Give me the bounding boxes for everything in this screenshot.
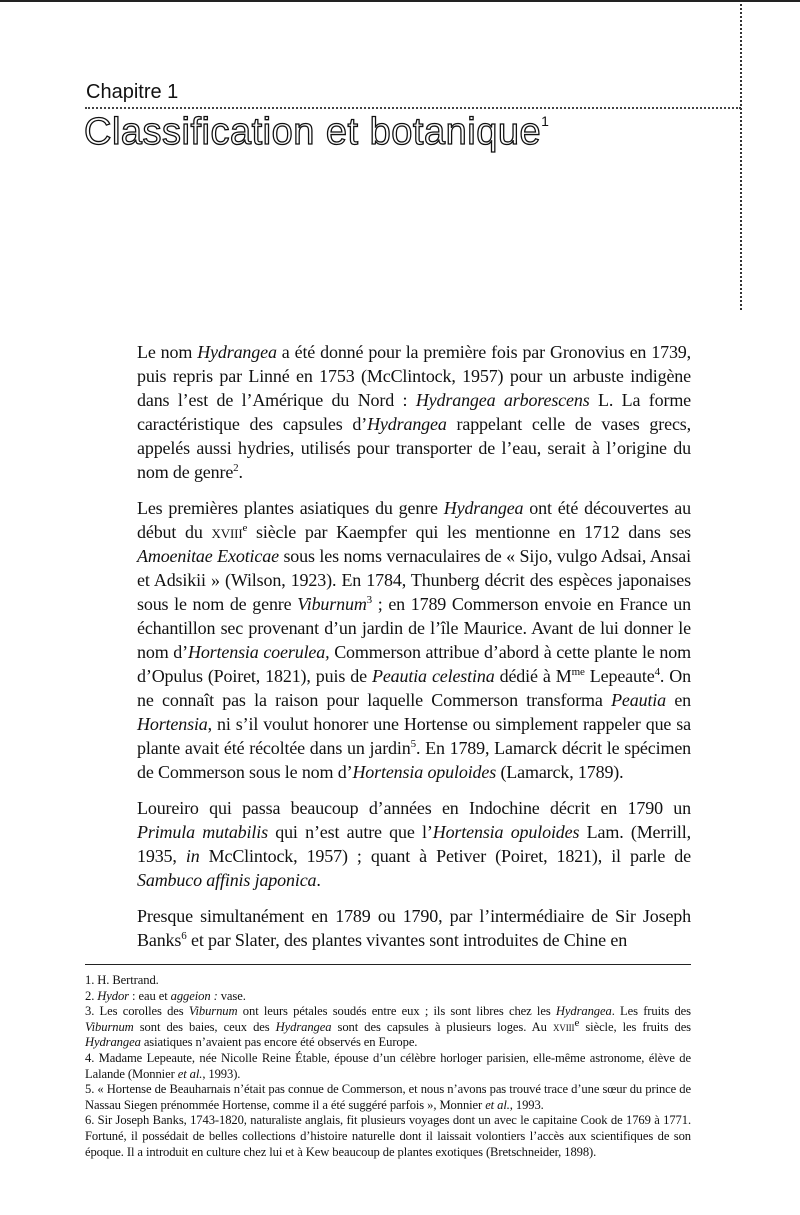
text-run: dédié à M xyxy=(494,666,572,686)
text-run: ; en 1789 Commerson envoie en France un échantillon sec provenant d’un jardin de l’île Maurice. Avant de lui donner le nom d’ xyxy=(137,594,691,662)
italic-text: Hortensia coerulea, xyxy=(187,642,330,662)
superscript: 3 xyxy=(366,594,373,606)
text-run: Loureiro qui passa beaucoup d’années en Indochine décrit en 1790 un xyxy=(137,798,691,818)
chapter-title-text: Classification et botanique xyxy=(84,111,542,153)
italic-text: Hydrangea xyxy=(555,1004,612,1019)
italic-text: Viburnum xyxy=(297,594,367,614)
superscript: 5 xyxy=(410,738,416,750)
italic-text: Hortensia xyxy=(137,714,208,734)
text-run: . En 1789, Lamarck décrit le spécimen de Commerson sous le nom d’ xyxy=(137,738,692,782)
italic-text: Peautia celestina xyxy=(371,666,495,686)
text-run: et par Slater, des plantes vivantes sont introduites de Chine en xyxy=(186,930,628,950)
text-run: sont des capsules à plusieurs loges. Au xyxy=(331,1019,553,1034)
text-run: rappelant celle de vases grecs, appelés aussi hydries, utilisés pour transporter de l’eau, serait à l’origine du nom de genre xyxy=(137,414,692,482)
text-run: sous les noms vernaculaires de « Sijo, vulgo Adsai, Ansai et Adsikii » (Wilson, 1923). En 1784, Thunberg décrit des espèces japonaises sous le nom de genre xyxy=(137,546,691,614)
text-run: 1. H. Bertrand. xyxy=(85,973,159,987)
text-run: 3. Les corolles des xyxy=(85,1004,189,1019)
text-run: Le nom xyxy=(137,342,198,362)
text-run: Lam. (Merrill, 1935, xyxy=(137,822,691,866)
italic-text: Hydrangea xyxy=(443,498,524,518)
paragraph xyxy=(137,340,691,484)
italic-text: Sambuco affinis japonica xyxy=(137,870,317,890)
superscript: e xyxy=(242,522,248,534)
italic-text: Viburnum xyxy=(85,1019,134,1034)
text-run: . xyxy=(316,870,321,890)
footnotes xyxy=(85,973,691,1160)
text-run: Commerson attribue d’abord à cette plante le nom d’Opulus (Poiret, 1821), puis de xyxy=(137,642,691,686)
italic-text: Hortensia opuloides xyxy=(432,822,580,842)
text-run: McClintock, 1957) ; quant à Petiver (Poiret, 1821), il parle de xyxy=(199,846,691,866)
text-run: siècle, les fruits des xyxy=(579,1019,691,1034)
italic-text: Hydrangea xyxy=(367,414,447,434)
footnote xyxy=(85,989,691,1005)
text-run: : eau et xyxy=(128,988,171,1003)
italic-text: Hydrangea xyxy=(85,1035,141,1050)
footnote xyxy=(85,1004,691,1051)
text-run: , ni s’il voulut honorer une Hortense ou simplement rappeler que sa plante avait été récoltée dans un jardin xyxy=(137,714,691,758)
footnote xyxy=(85,1051,691,1082)
text-run: Presque simultanément en 1789 ou 1790, par l’intermédiaire de Sir Joseph Banks xyxy=(137,906,691,950)
footnote xyxy=(85,1113,691,1160)
chapter-title xyxy=(84,110,549,154)
text-run: , 1993). xyxy=(202,1066,241,1081)
text-run: . Les fruits des xyxy=(611,1004,691,1019)
superscript: 2 xyxy=(233,462,239,474)
italic-text: Hydor xyxy=(97,988,129,1003)
text-run: , 1993. xyxy=(509,1097,544,1112)
superscript: e xyxy=(574,1016,580,1029)
text-run: asiatiques n’avaient pas encore été observés en Europe. xyxy=(140,1035,418,1050)
paragraph xyxy=(137,496,691,784)
body-text xyxy=(137,340,691,952)
text-run: 6. Sir Joseph Banks, 1743-1820, naturaliste anglais, fit plusieurs voyages dont un avec le capitaine Cook de 1769 à 1771. Fortuné, il possédait de belles collections d’histoire naturelle dont il laissait volontiers l’accès aux scientifiques de son époque. Il a introduit en culture chez lui et à Kew beaucoup de plantes exotiques (Bretschneider, 1898). xyxy=(85,1113,691,1159)
text-run: L. La forme caractéristique des capsules d’ xyxy=(137,390,692,434)
italic-text: Amoenitae Exoticae xyxy=(137,546,279,566)
italic-text: Hortensia opuloides xyxy=(352,762,497,782)
text-run: xviii xyxy=(211,522,243,542)
italic-text: et al. xyxy=(485,1097,510,1112)
italic-text: in xyxy=(185,846,200,866)
text-run: . On ne connaît pas la raison pour laquelle Commerson transforma xyxy=(137,666,692,710)
footnote-rule xyxy=(85,964,691,965)
title-footnote-ref: 1 xyxy=(541,113,550,129)
text-run: en xyxy=(666,690,692,710)
text-run: ont leurs pétales soudés entre eux ; ils sont libres chez les xyxy=(237,1004,556,1019)
header-dotted-rule xyxy=(85,107,741,109)
text-run: Lepeaute xyxy=(584,666,655,686)
italic-text: Viburnum xyxy=(188,1004,238,1019)
text-run: 2. xyxy=(85,988,98,1003)
superscript: 6 xyxy=(181,930,187,942)
chapter-label: Chapitre 1 xyxy=(86,81,179,103)
footnote xyxy=(85,973,691,989)
text-run: a été donné pour la première fois par Gronovius en 1739, puis repris par Linné en 1753 (McClintock, 1957) pour un arbuste indigène dans l’est de l’Amérique du Nord : xyxy=(137,342,691,410)
italic-text: Hydrangea arborescens xyxy=(415,390,590,410)
text-run: 5. « Hortense de Beauharnais n’était pas connue de Commerson, et nous n’avons pas trouvé trace d’une sœur du prince de Nassau Siegen prénommée Hortense, comme il a été suggéré parfois », Monnier xyxy=(85,1082,691,1112)
italic-text: aggeion : xyxy=(170,988,218,1003)
italic-text: Peautia xyxy=(611,690,666,710)
paragraph xyxy=(137,904,691,952)
text-run: Les premières plantes asiatiques du genre xyxy=(137,498,444,518)
text-run: xviii xyxy=(552,1019,575,1034)
text-run: . xyxy=(238,462,243,482)
text-run: 4. Madame Lepeaute, née Nicolle Reine Étable, épouse d’un célèbre horloger parisien, elle-même astronome, élève de Lalande (Monnier xyxy=(85,1050,691,1081)
superscript: 4 xyxy=(654,666,660,678)
superscript: me xyxy=(571,666,585,678)
italic-text: Hydrangea xyxy=(275,1019,332,1034)
text-run: (Lamarck, 1789). xyxy=(496,762,624,782)
italic-text: et al. xyxy=(177,1066,203,1081)
text-run: qui n’est autre que l’ xyxy=(267,822,433,842)
text-run: vase. xyxy=(217,988,246,1003)
text-run: sont des baies, ceux des xyxy=(133,1019,276,1034)
top-border xyxy=(0,0,800,2)
italic-text: Hydrangea xyxy=(197,342,277,362)
text-run: siècle par Kaempfer qui les mentionne en 1712 dans ses xyxy=(247,522,692,542)
paragraph xyxy=(137,796,691,892)
footnote xyxy=(85,1082,691,1113)
italic-text: Primula mutabilis xyxy=(137,822,268,842)
text-run: ont été découvertes au début du xyxy=(137,498,691,542)
margin-dotted-line xyxy=(740,4,742,310)
